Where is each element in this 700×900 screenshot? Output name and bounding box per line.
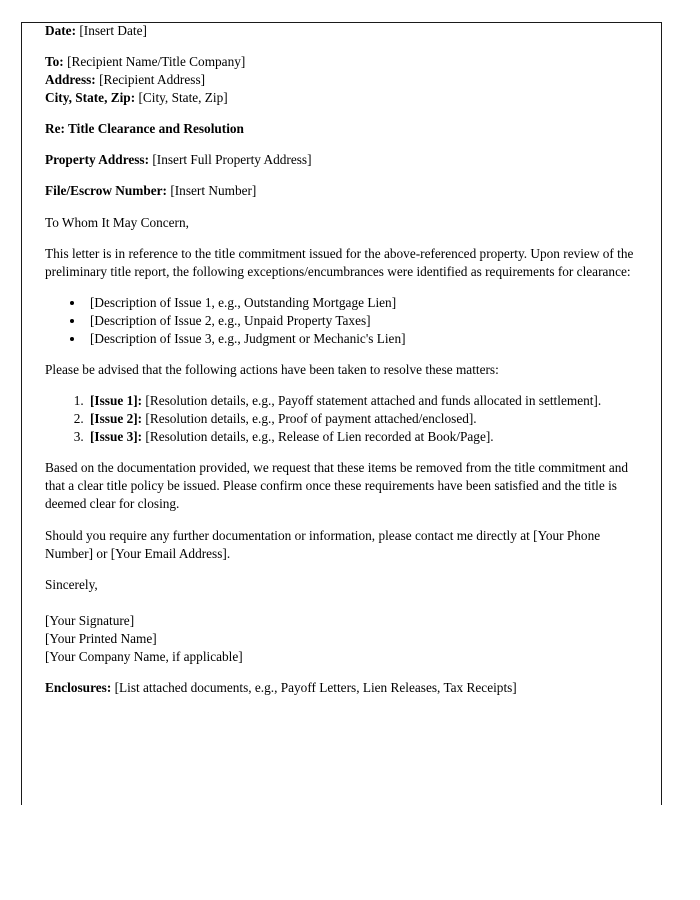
property-address-line xyxy=(45,151,640,169)
property-address-label: Property Address: xyxy=(45,152,150,168)
recipient-address-value: [Recipient Address] xyxy=(99,72,206,88)
recipient-address-line xyxy=(45,71,640,89)
signature-block xyxy=(45,612,640,666)
closing-line: Sincerely, xyxy=(45,576,98,592)
list-item xyxy=(87,410,640,428)
signature-line: [Your Signature] xyxy=(45,612,135,628)
issue-list xyxy=(45,294,640,348)
recipient-address-block xyxy=(45,53,640,107)
resolution-detail: [Resolution details, e.g., Payoff statement attached and funds allocated in settlement]. xyxy=(145,393,602,409)
file-escrow-line xyxy=(45,182,640,200)
list-item: • [Description of Issue 3, e.g., Judgment or Mechanic's Lien] xyxy=(85,330,640,348)
date-value: [Insert Date] xyxy=(79,23,147,38)
request-paragraph: Based on the documentation provided, we request that these items be removed from the title commitment and that a clear title policy be issued. Please confirm once these requirements have been satisfied and the title is deemed clear for closing. xyxy=(45,460,629,512)
file-escrow-value: [Insert Number] xyxy=(170,183,257,199)
letter-body xyxy=(45,22,640,697)
salutation: To Whom It May Concern, xyxy=(45,214,189,230)
list-item: • [Description of Issue 2, e.g., Unpaid Property Taxes] xyxy=(85,312,640,330)
list-item xyxy=(87,428,640,446)
resolution-detail: [Resolution details, e.g., Proof of payment attached/enclosed]. xyxy=(145,411,477,427)
printed-name-line: [Your Printed Name] xyxy=(45,630,157,646)
intro-paragraph: This letter is in reference to the title commitment issued for the above-referenced property. Upon review of the preliminary title report, the following exceptions/encumbrances were identified as requirements for clearance: xyxy=(45,245,634,279)
list-item: • [Description of Issue 1, e.g., Outstanding Mortgage Lien] xyxy=(85,294,640,312)
recipient-address-label: Address: xyxy=(45,72,96,88)
list-item xyxy=(87,392,640,410)
date-line xyxy=(45,22,640,40)
recipient-to-label: To: xyxy=(45,54,64,70)
resolution-detail: [Resolution details, e.g., Release of Lien recorded at Book/Page]. xyxy=(145,429,494,445)
resolution-issue-label: [Issue 2]: xyxy=(90,411,143,427)
actions-intro-paragraph: Please be advised that the following actions have been taken to resolve these matters: xyxy=(45,362,499,378)
subject-line: Re: Title Clearance and Resolution xyxy=(45,121,244,137)
resolution-issue-label: [Issue 3]: xyxy=(90,429,143,445)
enclosures-value: [List attached documents, e.g., Payoff Letters, Lien Releases, Tax Receipts] xyxy=(114,680,517,696)
resolution-list xyxy=(45,392,640,446)
enclosures-label: Enclosures: xyxy=(45,680,112,696)
recipient-city-state-zip-line xyxy=(45,89,640,107)
recipient-city-state-zip-label: City, State, Zip: xyxy=(45,90,136,106)
resolution-issue-label: [Issue 1]: xyxy=(90,393,143,409)
recipient-city-state-zip-value: [City, State, Zip] xyxy=(138,90,228,106)
property-address-value: [Insert Full Property Address] xyxy=(152,152,312,168)
recipient-to-line xyxy=(45,53,640,71)
contact-paragraph: Should you require any further documentation or information, please contact me directly at [Your Phone Number] or [Your Email Address]. xyxy=(45,527,601,561)
date-label: Date: xyxy=(45,23,77,38)
enclosures-line xyxy=(45,679,640,697)
file-escrow-label: File/Escrow Number: xyxy=(45,183,167,199)
recipient-to-value: [Recipient Name/Title Company] xyxy=(67,54,246,70)
company-name-line: [Your Company Name, if applicable] xyxy=(45,648,243,664)
